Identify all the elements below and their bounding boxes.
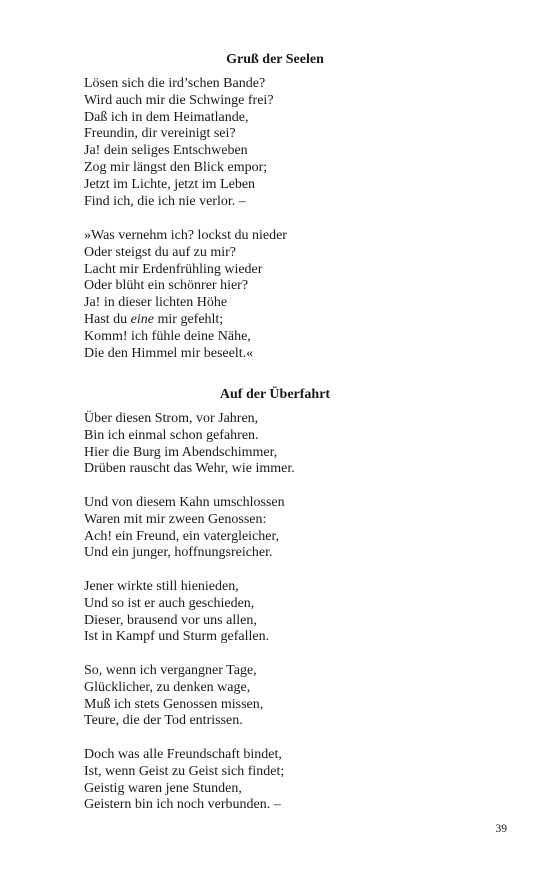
verse-text: mir gefehlt; xyxy=(154,311,224,327)
stanza xyxy=(84,411,484,478)
verse-line: Geistig waren jene Stunden, xyxy=(84,780,242,796)
verse-line: »Was vernehm ich? lockst du nieder xyxy=(84,228,287,243)
verse-line: Jetzt im Lichte, jetzt im Leben xyxy=(84,176,256,192)
verse-line: Wird auch mir die Schwinge frei? xyxy=(84,92,274,108)
verse-line: Daß ich in dem Heimatlande, xyxy=(84,109,249,125)
poem-title: Gruß der Seelen xyxy=(226,52,324,67)
verse-line: Hier die Burg im Abendschimmer, xyxy=(84,444,278,460)
verse-line: Ist, wenn Geist zu Geist sich findet; xyxy=(84,763,285,779)
verse-line: Zog mir längst den Blick empor; xyxy=(84,159,268,175)
verse-line: Ach! ein Freund, ein vatergleicher, xyxy=(84,528,280,544)
verse-text: Hast du xyxy=(84,311,131,327)
verse-line: Die den Himmel mir beseelt.« xyxy=(84,345,254,361)
verse-line: Jener wirkte still hienieden, xyxy=(84,579,239,594)
verse-line: Über diesen Strom, vor Jahren, xyxy=(84,411,259,426)
verse-line: Teure, die der Tod entrissen. xyxy=(84,713,243,729)
verse-line: Lösen sich die ird’schen Bande? xyxy=(84,76,266,91)
verse-line: Ist in Kampf und Sturm gefallen. xyxy=(84,629,270,645)
emphasized-word: eine xyxy=(130,311,154,327)
poem-title: Auf der Überfahrt xyxy=(219,387,331,402)
verse-line: Und so ist er auch geschieden, xyxy=(84,595,255,611)
verse-line: Doch was alle Freundschaft bindet, xyxy=(84,747,282,762)
verse-line: Und ein junger, hoffnungsreicher. xyxy=(84,545,273,561)
verse-line: Waren mit mir zween Genossen: xyxy=(84,511,267,527)
verse-line: Lacht mir Erdenfrühling wieder xyxy=(84,261,263,277)
verse-line: Freundin, dir vereinigt sei? xyxy=(84,126,236,142)
verse-line: Und von diesem Kahn umschlossen xyxy=(84,495,285,510)
stanza xyxy=(84,579,484,646)
page-number: 39 xyxy=(495,823,507,835)
verse-line: Komm! ich fühle deine Nähe, xyxy=(84,328,251,344)
verse-line-with-emphasis xyxy=(84,312,484,329)
verse-line: Bin ich einmal schon gefahren. xyxy=(84,427,259,443)
verse-line: Ja! dein seliges Entschweben xyxy=(84,143,248,159)
verse-line: Drüben rauscht das Wehr, wie immer. xyxy=(84,461,295,477)
verse-line: Oder steigst du auf zu mir? xyxy=(84,244,237,260)
verse-line: Muß ich stets Genossen missen, xyxy=(84,696,264,712)
verse-line: Ja! in dieser lichten Höhe xyxy=(84,295,228,311)
stanza xyxy=(84,228,484,362)
verse-line: Oder blüht ein schönrer hier? xyxy=(84,278,249,294)
stanza xyxy=(84,663,484,730)
verse-line: So, wenn ich vergangner Tage, xyxy=(84,663,257,678)
verse-line: Geistern bin ich noch verbunden. – xyxy=(84,797,281,813)
stanza xyxy=(84,76,484,210)
verse-line: Find ich, die ich nie verlor. – xyxy=(84,193,246,209)
verse-line: Dieser, brausend vor uns allen, xyxy=(84,612,257,628)
stanza xyxy=(84,495,484,562)
stanza xyxy=(84,747,484,814)
verse-line: Glücklicher, zu denken wage, xyxy=(84,679,251,695)
